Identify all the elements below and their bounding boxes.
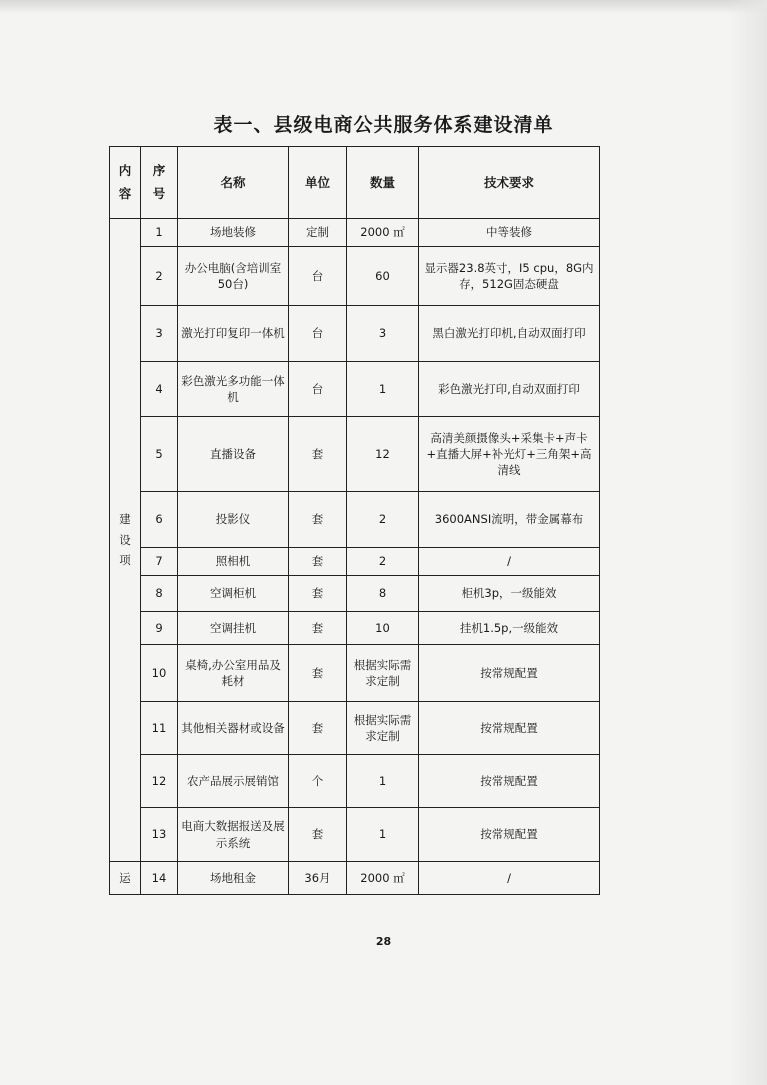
table-row bbox=[110, 645, 600, 702]
cell-seq: 4 bbox=[141, 362, 178, 417]
cell-qty: 1 bbox=[347, 755, 419, 808]
table-row bbox=[110, 362, 600, 417]
cell-seq: 5 bbox=[141, 417, 178, 492]
page-number: 28 bbox=[375, 935, 392, 948]
cell-seq: 13 bbox=[141, 808, 178, 862]
cell-qty: 2000 ㎡ bbox=[347, 219, 419, 247]
cell-qty: 2 bbox=[347, 548, 419, 576]
cell-seq: 6 bbox=[141, 492, 178, 548]
cell-name: 空调挂机 bbox=[178, 612, 289, 645]
cell-name: 照相机 bbox=[178, 548, 289, 576]
cell-seq: 8 bbox=[141, 576, 178, 612]
cell-seq: 7 bbox=[141, 548, 178, 576]
cell-name: 电商大数据报送及展示系统 bbox=[178, 808, 289, 862]
cell-seq: 12 bbox=[141, 755, 178, 808]
table-row bbox=[110, 306, 600, 362]
cell-tech: 彩色激光打印,自动双面打印 bbox=[419, 362, 600, 417]
document-title: 表一、县级电商公共服务体系建设清单 bbox=[213, 114, 554, 136]
header-content: 内容 bbox=[110, 147, 141, 219]
cell-name: 投影仪 bbox=[178, 492, 289, 548]
table-row bbox=[110, 702, 600, 755]
header-seq: 序号 bbox=[141, 147, 178, 219]
table-row bbox=[110, 219, 600, 247]
cell-unit: 套 bbox=[289, 702, 347, 755]
cell-name: 直播设备 bbox=[178, 417, 289, 492]
cell-name: 其他相关器材或设备 bbox=[178, 702, 289, 755]
table-row bbox=[110, 548, 600, 576]
table-row bbox=[110, 755, 600, 808]
cell-seq: 11 bbox=[141, 702, 178, 755]
construction-list-table bbox=[109, 146, 600, 895]
scan-shadow-right bbox=[727, 0, 767, 1085]
cell-name: 场地装修 bbox=[178, 219, 289, 247]
cell-unit: 套 bbox=[289, 576, 347, 612]
cell-tech: 3600ANSI流明，带金属幕布 bbox=[419, 492, 600, 548]
cell-unit: 台 bbox=[289, 362, 347, 417]
table-row bbox=[110, 417, 600, 492]
cell-unit: 台 bbox=[289, 247, 347, 306]
scan-shadow-top bbox=[0, 0, 767, 14]
table-row bbox=[110, 862, 600, 895]
header-unit: 单位 bbox=[289, 147, 347, 219]
cell-tech: 挂机1.5p,一级能效 bbox=[419, 612, 600, 645]
cell-tech: 按常规配置 bbox=[419, 645, 600, 702]
cell-tech: 按常规配置 bbox=[419, 808, 600, 862]
table-row bbox=[110, 492, 600, 548]
cell-tech: 按常规配置 bbox=[419, 702, 600, 755]
cell-unit: 套 bbox=[289, 417, 347, 492]
table-row bbox=[110, 247, 600, 306]
cell-qty: 根据实际需求定制 bbox=[347, 645, 419, 702]
cell-tech: / bbox=[419, 548, 600, 576]
cell-qty: 8 bbox=[347, 576, 419, 612]
cell-unit: 套 bbox=[289, 612, 347, 645]
header-tech: 技术要求 bbox=[419, 147, 600, 219]
section-build: 建设项 bbox=[110, 219, 141, 862]
table-header-row bbox=[110, 147, 600, 219]
cell-tech: 按常规配置 bbox=[419, 755, 600, 808]
cell-name: 场地租金 bbox=[178, 862, 289, 895]
cell-name: 空调柜机 bbox=[178, 576, 289, 612]
cell-seq: 2 bbox=[141, 247, 178, 306]
cell-seq: 1 bbox=[141, 219, 178, 247]
table-row bbox=[110, 808, 600, 862]
cell-unit: 套 bbox=[289, 808, 347, 862]
cell-unit: 定制 bbox=[289, 219, 347, 247]
cell-unit: 36月 bbox=[289, 862, 347, 895]
cell-unit: 套 bbox=[289, 492, 347, 548]
cell-name: 彩色激光多功能一体机 bbox=[178, 362, 289, 417]
cell-unit: 套 bbox=[289, 645, 347, 702]
cell-seq: 9 bbox=[141, 612, 178, 645]
cell-tech: 中等装修 bbox=[419, 219, 600, 247]
header-name: 名称 bbox=[178, 147, 289, 219]
header-qty: 数量 bbox=[347, 147, 419, 219]
cell-qty: 根据实际需求定制 bbox=[347, 702, 419, 755]
cell-tech: 高清美颜摄像头+采集卡+声卡+直播大屏+补光灯+三角架+高清线 bbox=[419, 417, 600, 492]
cell-qty: 60 bbox=[347, 247, 419, 306]
cell-tech: 显示器23.8英寸，I5 cpu，8G内存，512G固态硬盘 bbox=[419, 247, 600, 306]
section-operate: 运 bbox=[110, 862, 141, 895]
cell-seq: 10 bbox=[141, 645, 178, 702]
cell-seq: 3 bbox=[141, 306, 178, 362]
cell-qty: 1 bbox=[347, 808, 419, 862]
cell-tech: / bbox=[419, 862, 600, 895]
cell-qty: 10 bbox=[347, 612, 419, 645]
cell-qty: 1 bbox=[347, 362, 419, 417]
cell-seq: 14 bbox=[141, 862, 178, 895]
cell-unit: 台 bbox=[289, 306, 347, 362]
cell-name: 办公电脑(含培训室50台) bbox=[178, 247, 289, 306]
table-row bbox=[110, 612, 600, 645]
cell-qty: 2000 ㎡ bbox=[347, 862, 419, 895]
cell-name: 桌椅,办公室用品及耗材 bbox=[178, 645, 289, 702]
cell-unit: 套 bbox=[289, 548, 347, 576]
cell-name: 农产品展示展销馆 bbox=[178, 755, 289, 808]
cell-tech: 柜机3p，一级能效 bbox=[419, 576, 600, 612]
cell-qty: 2 bbox=[347, 492, 419, 548]
cell-qty: 12 bbox=[347, 417, 419, 492]
table-row bbox=[110, 576, 600, 612]
cell-unit: 个 bbox=[289, 755, 347, 808]
cell-name: 激光打印复印一体机 bbox=[178, 306, 289, 362]
cell-tech: 黑白激光打印机,自动双面打印 bbox=[419, 306, 600, 362]
cell-qty: 3 bbox=[347, 306, 419, 362]
